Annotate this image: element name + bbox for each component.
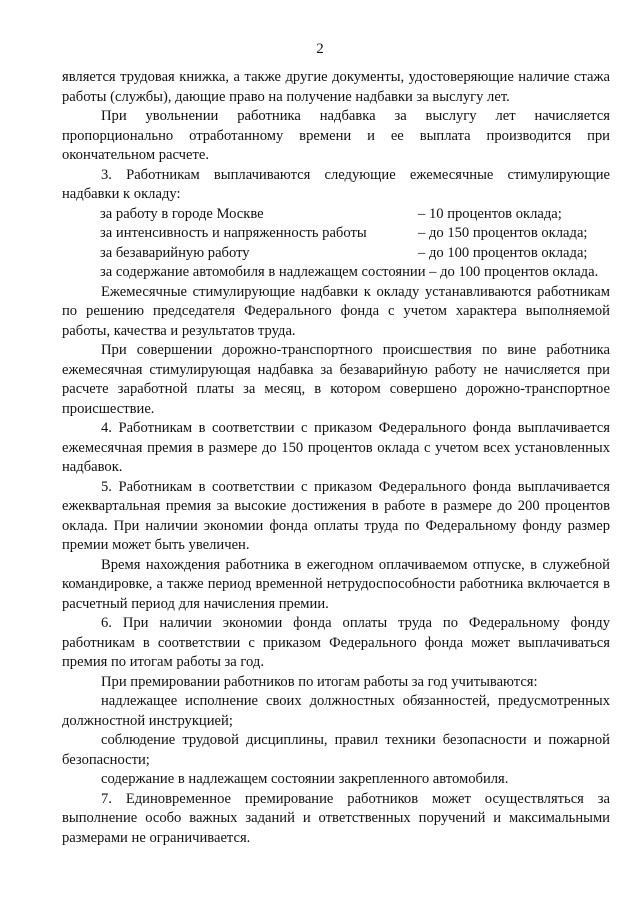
page-number: 2: [316, 41, 324, 57]
paragraph-9: 6. При наличии экономии фонда оплаты труда по Федеральному фонду работникам в соответствии с приказом Федерального фонда может выплачиваться премия по итогам работы за год.: [62, 615, 610, 670]
allowance-row-last: за содержание автомобиля в надлежащем состоянии – до 100 процентов оклада.: [100, 264, 599, 280]
paragraph-7: 5. Работникам в соответствии с приказом Федерального фонда выплачивается ежеквартальная премия за высокие достижения в работе в размере до 200 процентов оклада. При наличии экономии фонда оплаты труда по Федеральному фонду размер премии может быть увеличен.: [62, 478, 610, 553]
paragraph-4: Ежемесячные стимулирующие надбавки к окладу устанавливаются работникам по решению председателя Федерального фонда с учетом характера выполняемой работы, качества и результатов труда.: [62, 283, 610, 339]
paragraph-13: содержание в надлежащем состоянии закрепленного автомобиля.: [101, 771, 509, 787]
paragraph-6: 4. Работникам в соответствии с приказом Федерального фонда выплачивается ежемесячная премия в размере до 150 процентов оклада с учетом всех установленных надбавок.: [62, 420, 610, 475]
allowance-amount: – 10 процентов оклада;: [418, 205, 562, 222]
paragraph-2: При увольнении работника надбавка за выслугу лет начисляется пропорционально отработанному времени и ее выплата производится при окончательном расчете.: [62, 108, 610, 163]
allowance-name: за безаварийную работу: [100, 244, 250, 261]
paragraph-3: 3. Работникам выплачиваются следующие ежемесячные стимулирующие надбавки к окладу:: [62, 166, 610, 202]
paragraph-14: 7. Единовременное премирование работников может осуществляться за выполнение особо важных заданий и ответственных поручений и максимальными размерами не ограничивается.: [62, 790, 610, 846]
paragraph-5: При совершении дорожно-транспортного происшествия по вине работника ежемесячная стимулирующая надбавка за безаварийную работу не начисляется при расчете заработной платы за месяц, в котором совершено дорожно-транспортное происшествие.: [62, 342, 610, 417]
allowance-row: [62, 205, 610, 225]
paragraph-8: Время нахождения работника в ежегодном оплачиваемом отпуске, в служебной командировке, а также период временной нетрудоспособности работника включается в расчетный период для начисления премии.: [62, 556, 610, 612]
allowance-row: [62, 244, 610, 264]
paragraph-11: надлежащее исполнение своих должностных обязанностей, предусмотренных должностной инструкцией;: [62, 693, 610, 729]
document-body: [62, 68, 610, 848]
paragraph-10: При премировании работников по итогам работы за год учитываются:: [101, 673, 538, 690]
allowance-amount: – до 150 процентов оклада;: [418, 225, 588, 241]
allowance-row: [62, 224, 610, 244]
allowance-name: за интенсивность и напряженность работы: [100, 225, 367, 241]
paragraph-1: является трудовая книжка, а также другие документы, удостоверяющие наличие стажа работы (службы), дающие право на получение надбавки за выслугу лет.: [62, 69, 610, 105]
paragraph-12: соблюдение трудовой дисциплины, правил техники безопасности и пожарной безопасности;: [62, 732, 610, 768]
allowance-amount: – до 100 процентов оклада;: [418, 244, 588, 261]
allowance-name: за работу в городе Москве: [100, 205, 264, 222]
